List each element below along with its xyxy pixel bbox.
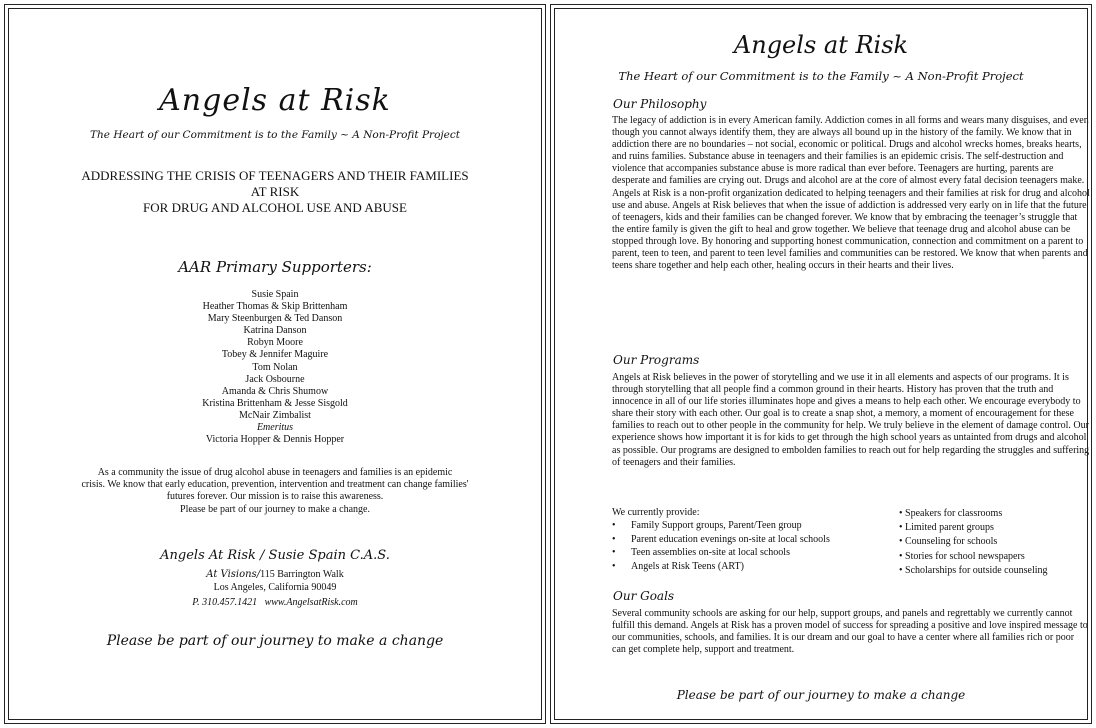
provide-item: • Speakers for classrooms bbox=[899, 508, 1003, 519]
provide-item: • Family Support groups, Parent/Teen group bbox=[612, 520, 802, 531]
left-tagline: The Heart of our Commitment is to the Family ~ A Non-Profit Project bbox=[90, 129, 460, 141]
goals-heading: Our Goals bbox=[613, 589, 675, 603]
bullet-icon: • bbox=[899, 536, 903, 548]
provide-item: • Limited parent groups bbox=[899, 522, 994, 534]
left-closing: Please be part of our journey to make a change bbox=[106, 633, 444, 649]
supporter-item: Victoria Hopper & Dennis Hopper bbox=[205, 434, 345, 446]
bullet-icon: • bbox=[899, 550, 903, 562]
philosophy-paragraph-1: The legacy of addiction is in every American family. Addiction comes in all forms and wears many disguises, and even though you cannot always identify them, they are always all bound up in the history of the family. We know that in addiction there are no boundaries – not social, economic or political. Drugs and alcohol wrecks homes, breaks hearts, and ruins families. Substance abuse in teenagers and their families is an epidemic crisis. The self-destruction and violence that accompanies substance abuse is more radical than ever before. Teenagers are hurting, parents are desperate and families are crying out. Drugs and alcohol are at the core of almost every fatal decision teenagers make. bbox=[612, 115, 1089, 187]
right-page bbox=[550, 4, 1092, 724]
provide-item: • Counseling for schools bbox=[899, 536, 998, 548]
philosophy-paragraph-2: Angels at Risk is a non-profit organization dedicated to helping teenagers and their families at risk for drug and alcohol use and abuse. Angels at Risk believes that when the issue of addiction is addressed very early on in life that the future of teenagers, kids and their families can be changed forever. We know that by embracing the teenager’s struggle that the entire family is given the gift to heal and grow together. We believe that teenage drug and alcohol abuse can be stopped through love. By honoring and supporting honest communication, connection and commitment on a parent to parent, teen to teen, and parent to teen level families and communities can be restored. We know that when parents and teens share together and help each other, healing occurs in their hearts and their lives. bbox=[612, 187, 1090, 272]
statement-line: crisis. We know that early education, prevention, intervention and treatment can change families' bbox=[81, 479, 469, 491]
address-at-visions: At Visions/ bbox=[206, 569, 261, 580]
website-link[interactable]: www.AngelsatRisk.com bbox=[264, 597, 358, 608]
supporter-item: Jack Osbourne bbox=[245, 373, 305, 385]
bullet-icon: • bbox=[899, 522, 903, 534]
left-headline bbox=[5, 168, 545, 216]
bullet-icon: • bbox=[612, 533, 616, 545]
org-line: Angels At Risk / Susie Spain C.A.S. bbox=[160, 548, 390, 563]
supporter-item: Susie Spain bbox=[251, 289, 299, 300]
provide-list-right bbox=[899, 507, 1089, 578]
headline-line-3: FOR DRUG AND ALCOHOL USE AND ABUSE bbox=[143, 200, 407, 215]
philosophy-heading: Our Philosophy bbox=[613, 97, 707, 111]
bullet-icon: • bbox=[612, 520, 616, 531]
supporter-item: Robyn Moore bbox=[247, 337, 303, 349]
statement-line: As a community the issue of drug alcohol abuse in teenagers and families is an epidemic bbox=[97, 467, 453, 478]
goals-text bbox=[612, 608, 1090, 656]
supporter-item: Tom Nolan bbox=[252, 361, 298, 373]
provide-item: • Angels at Risk Teens (ART) bbox=[612, 560, 744, 572]
supporter-item: Tobey & Jennifer Maguire bbox=[221, 349, 329, 361]
headline-line-2: AT RISK bbox=[250, 184, 300, 199]
right-title: Angels at Risk bbox=[733, 31, 909, 59]
contact-line bbox=[5, 597, 545, 608]
statement-line: Please be part of our journey to make a change. bbox=[180, 503, 370, 515]
bullet-icon: • bbox=[612, 547, 616, 559]
bullet-icon: • bbox=[899, 564, 903, 576]
supporter-emeritus-label: Emeritus bbox=[256, 422, 294, 434]
philosophy-text bbox=[612, 115, 1090, 272]
right-tagline: The Heart of our Commitment is to the Family ~ A Non-Profit Project bbox=[618, 69, 1024, 83]
provide-list-left bbox=[612, 519, 912, 573]
statement-line: futures forever. Our mission is to raise this awareness. bbox=[166, 491, 384, 503]
supporter-item: Heather Thomas & Skip Brittenham bbox=[202, 301, 348, 313]
bullet-icon: • bbox=[899, 508, 903, 519]
right-closing: Please be part of our journey to make a change bbox=[676, 688, 966, 702]
provide-item: • Teen assemblies on-site at local schools bbox=[612, 547, 790, 559]
supporters-list bbox=[5, 289, 545, 446]
phone-number: P. 310.457.1421 bbox=[192, 597, 258, 608]
programs-text bbox=[612, 372, 1090, 469]
supporter-item: Kristina Brittenham & Jesse Sisgold bbox=[202, 397, 348, 409]
provide-item: • Scholarships for outside counseling bbox=[899, 564, 1048, 576]
provide-item: • Stories for school newspapers bbox=[899, 550, 1025, 562]
bullet-icon: • bbox=[612, 560, 616, 572]
provide-item: • Parent education evenings on-site at local schools bbox=[612, 533, 830, 545]
programs-heading: Our Programs bbox=[613, 353, 700, 367]
mission-statement bbox=[45, 467, 505, 516]
address-city: Los Angeles, California 90049 bbox=[213, 582, 337, 593]
left-page bbox=[4, 4, 546, 724]
programs-paragraph: Angels at Risk believes in the power of storytelling and we use it in all elements and aspects of our programs. It is through storytelling that all people find a common ground in their hearts. History has proven that the truth and innocence in all of our life stories illuminates hope and gives a means to help each other. We encourage everybody to share their story with each other. Our goal is to create a snap shot, a memory, a moment of encouragement for these families to reach out to other people in the community for help. We truly believe in the element of damage control. Our experience shows how important it is for kids to get through the high school years as untainted from drugs and alcohol as possible. Our programs are designed to embolden families to reach out for help regarding the struggles and suffering of teenagers and their families. bbox=[612, 372, 1090, 468]
supporters-heading: AAR Primary Supporters: bbox=[178, 258, 372, 276]
headline-line-1: ADDRESSING THE CRISIS OF TEENAGERS AND THEIR FAMILIES bbox=[81, 168, 469, 183]
goals-paragraph: Several community schools are asking for our help, support groups, and panels and regrettably we currently cannot fulfill this demand. Angels at Risk has a proven model of success for spreading a positive and love inspired message to our communities, schools, and families. It is our dream and our goal to have a center where all families rich or poor can get complete help, support and treatment. bbox=[612, 608, 1088, 656]
provide-label: We currently provide: bbox=[612, 507, 700, 518]
address-street: 115 Barrington Walk bbox=[260, 569, 344, 580]
supporter-item: Katrina Danson bbox=[243, 325, 307, 337]
left-title: Angels at Risk bbox=[159, 83, 391, 118]
supporter-item: McNair Zimbalist bbox=[239, 409, 311, 421]
supporter-item: Mary Steenburgen & Ted Danson bbox=[207, 313, 343, 325]
address-block bbox=[5, 568, 545, 594]
supporter-item: Amanda & Chris Shumow bbox=[221, 385, 329, 397]
